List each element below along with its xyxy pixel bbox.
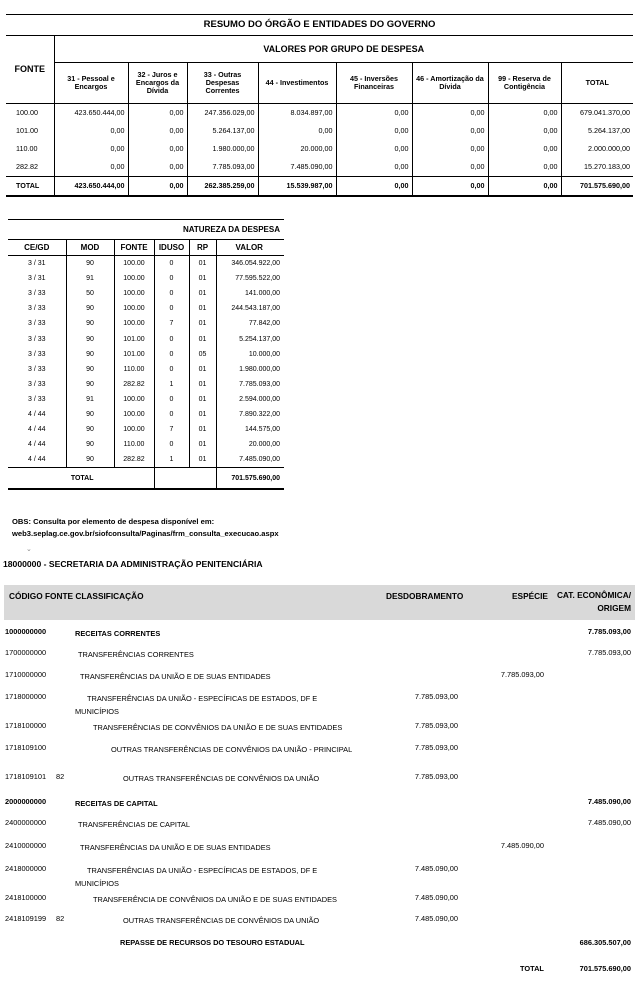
classificacao: TRANSFERÊNCIAS DE CONVÊNIOS DA UNIÃO E DE SUAS ENTIDADES	[93, 723, 343, 732]
natureza-total-value: 701.575.690,00	[216, 468, 284, 490]
col-header: 44 - Investimentos	[258, 63, 336, 104]
total-value: 0,00	[336, 177, 412, 197]
value-cell: 423.650.444,00	[54, 104, 128, 123]
classificacao: TRANSFERÊNCIAS DE CAPITAL	[78, 820, 190, 829]
natureza-row	[8, 331, 284, 346]
natureza-cell: 100.00	[114, 271, 154, 286]
natureza-cell: 100.00	[114, 256, 154, 272]
total-value: 0,00	[412, 177, 488, 197]
codigo: 1000000000	[5, 627, 47, 636]
value-cell: 0,00	[128, 140, 187, 158]
codigo: 2418100000	[5, 893, 47, 902]
natureza-cell: 01	[189, 422, 216, 437]
value-cell: 0,00	[336, 158, 412, 177]
natureza-cell: 01	[189, 437, 216, 452]
codigo: 1718109101	[5, 772, 47, 781]
value-cell: 0,00	[54, 140, 128, 158]
natureza-cell: 3 / 33	[8, 286, 66, 301]
classificacao: TRANSFERÊNCIAS DA UNIÃO E DE SUAS ENTIDADES	[80, 672, 271, 681]
header-cat-line2: ORIGEM	[597, 603, 631, 613]
natureza-row	[8, 286, 284, 301]
grand-total-label: TOTAL	[520, 964, 544, 973]
natureza-cell: 01	[189, 377, 216, 392]
natureza-cell: 244.543.187,00	[231, 305, 280, 313]
natureza-cell: 110.00	[114, 362, 154, 377]
natureza-cell: 0	[154, 331, 189, 346]
summary-table	[6, 14, 633, 197]
desdobramento: 7.485.090,00	[414, 893, 458, 902]
natureza-cell: 1.980.000,00	[239, 365, 280, 373]
natureza-cell: 91	[66, 392, 114, 407]
value-cell: 679.041.370,00	[580, 107, 630, 117]
value-cell: 0,00	[128, 104, 187, 123]
col-header: 45 - Inversões Financeiras	[336, 63, 412, 104]
codigo: 1718100000	[5, 721, 47, 730]
natureza-col-header: VALOR	[216, 240, 284, 256]
natureza-cell: 100.00	[114, 286, 154, 301]
natureza-cell: 01	[189, 301, 216, 316]
header-cat-economica	[557, 589, 631, 615]
desdobramento: 7.485.090,00	[414, 914, 458, 923]
total-value: 701.575.690,00	[561, 177, 633, 197]
codigo: 2418109199	[5, 914, 47, 923]
natureza-col-header: MOD	[66, 240, 114, 256]
fonte-header: FONTE	[6, 36, 54, 104]
natureza-cell: 3 / 33	[8, 362, 66, 377]
natureza-col-header: CE/GD	[8, 240, 66, 256]
natureza-cell: 3 / 33	[8, 377, 66, 392]
especie: 7.485.090,00	[500, 841, 544, 850]
natureza-row	[8, 377, 284, 392]
natureza-cell: 90	[66, 452, 114, 468]
natureza-cell: 0	[154, 256, 189, 272]
col-header: 99 - Reserva de Contigência	[488, 63, 561, 104]
natureza-row	[8, 392, 284, 407]
classificacao: OUTRAS TRANSFERÊNCIAS DE CONVÊNIOS DA UNIÃO	[123, 774, 320, 783]
natureza-cell: 100.00	[114, 316, 154, 331]
natureza-row	[8, 422, 284, 437]
codigo: 2000000000	[5, 797, 47, 806]
value-cell: 7.785.093,00	[187, 158, 258, 177]
obs-line1: OBS: Consulta por elemento de despesa disponível em:	[12, 517, 215, 526]
natureza-col-header: IDUSO	[154, 240, 189, 256]
natureza-cell: 7.485.090,00	[239, 456, 280, 464]
value-cell: 15.270.183,00	[584, 161, 630, 171]
natureza-cell: 90	[66, 362, 114, 377]
value-cell: 0,00	[488, 140, 561, 158]
codigo: 1710000000	[5, 670, 47, 679]
natureza-cell: 100.00	[114, 422, 154, 437]
header-codigo-fonte-classificacao: CÓDIGO FONTE CLASSIFICAÇÃO	[9, 591, 144, 601]
natureza-total-label: TOTAL	[8, 468, 154, 490]
natureza-cell: 77.842,00	[248, 320, 280, 328]
header-especie: ESPÉCIE	[512, 591, 548, 601]
value-cell: 0,00	[488, 158, 561, 177]
fonte: 82	[56, 914, 65, 923]
classificacao: TRANSFERÊNCIA DE CONVÊNIOS DA UNIÃO E DE SUAS ENTIDADES	[93, 895, 337, 904]
summary-row	[6, 104, 633, 123]
natureza-cell: 1	[154, 452, 189, 468]
natureza-row	[8, 271, 284, 286]
natureza-cell: 100.00	[114, 392, 154, 407]
natureza-cell: 50	[66, 286, 114, 301]
obs-link[interactable]: web3.seplag.ce.gov.br/siofconsulta/Paginas/frm_consulta_execucao.aspx	[12, 529, 279, 538]
natureza-cell: 01	[189, 331, 216, 346]
natureza-cell: 01	[189, 392, 216, 407]
natureza-cell: 90	[66, 316, 114, 331]
codigo: 1718000000	[5, 692, 47, 701]
desdobramento: 7.785.093,00	[414, 743, 458, 752]
classificacao: OUTRAS TRANSFERÊNCIAS DE CONVÊNIOS DA UNIÃO - PRINCIPAL	[111, 745, 353, 754]
natureza-cell: 01	[189, 271, 216, 286]
natureza-cell: 90	[66, 407, 114, 422]
summary-total-row	[6, 177, 633, 197]
col-header: 31 - Pessoal e Encargos	[54, 63, 128, 104]
value-cell: 0,00	[128, 122, 187, 140]
value-cell: 247.356.029,00	[187, 104, 258, 123]
natureza-cell: 3 / 33	[8, 316, 66, 331]
value-cell: 5.264.137,00	[588, 125, 630, 135]
value-cell: 0,00	[258, 122, 336, 140]
natureza-cell: 90	[66, 377, 114, 392]
natureza-cell: 0	[154, 347, 189, 362]
secretaria-title: 18000000 - SECRETARIA DA ADMINISTRAÇÃO PENITENCIÁRIA	[3, 559, 263, 569]
natureza-cell: 0	[154, 437, 189, 452]
cat-economica: 7.485.090,00	[587, 797, 631, 806]
value-cell: 0,00	[412, 140, 488, 158]
col-header: 33 - Outras Despesas Correntes	[187, 63, 258, 104]
natureza-body	[8, 256, 284, 468]
natureza-total-spacer	[154, 468, 216, 490]
natureza-cell: 01	[189, 286, 216, 301]
natureza-cell: 5.254.137,00	[239, 335, 280, 343]
fonte-cell: 100.00	[6, 104, 54, 123]
natureza-cell: 7	[154, 422, 189, 437]
natureza-row	[8, 437, 284, 452]
col-header: 32 - Juros e Encargos da Dívida	[128, 63, 187, 104]
codigo: 1718109100	[5, 743, 47, 752]
total-label: TOTAL	[6, 177, 54, 197]
obs-note	[12, 516, 279, 540]
natureza-cell: 141.000,00	[244, 290, 280, 298]
natureza-cell: 4 / 44	[8, 437, 66, 452]
natureza-col-header: RP	[189, 240, 216, 256]
value-cell: 0,00	[336, 104, 412, 123]
classificacao: TRANSFERÊNCIAS DA UNIÃO - ESPECÍFICAS DE ESTADOS, DF E MUNICÍPIOS	[75, 694, 318, 716]
natureza-cell: 3 / 31	[8, 271, 66, 286]
fonte: 82	[56, 772, 65, 781]
natureza-cell: 01	[189, 407, 216, 422]
natureza-cell: 7	[154, 316, 189, 331]
classificacao: TRANSFERÊNCIAS DA UNIÃO - ESPECÍFICAS DE ESTADOS, DF E MUNICÍPIOS	[75, 866, 318, 888]
natureza-row	[8, 301, 284, 316]
value-cell: 20.000,00	[258, 140, 336, 158]
value-cell: 0,00	[54, 122, 128, 140]
value-cell: 0,00	[336, 122, 412, 140]
natureza-cell: 90	[66, 256, 114, 272]
especie: 7.785.093,00	[500, 670, 544, 679]
natureza-title: NATUREZA DA DESPESA	[8, 220, 284, 240]
natureza-row	[8, 347, 284, 362]
natureza-cell: 101.00	[114, 331, 154, 346]
value-cell: 0,00	[412, 104, 488, 123]
natureza-cell: 101.00	[114, 347, 154, 362]
value-cell: 8.034.897,00	[258, 104, 336, 123]
header-cat-line1: CAT. ECONÔMICA/	[556, 590, 631, 600]
desdobramento: 7.485.090,00	[414, 864, 458, 873]
fonte-cell: 110.00	[6, 140, 54, 158]
summary-row	[6, 158, 633, 177]
classificacao: TRANSFERÊNCIAS CORRENTES	[78, 650, 194, 659]
cat-economica: 7.785.093,00	[587, 627, 631, 636]
summary-body	[6, 104, 633, 177]
classification-header	[4, 585, 635, 620]
header-desdobramento: DESDOBRAMENTO	[386, 591, 464, 601]
natureza-cell: 7.785.093,00	[239, 380, 280, 388]
value-cell: 0,00	[488, 104, 561, 123]
classificacao: OUTRAS TRANSFERÊNCIAS DE CONVÊNIOS DA UNIÃO	[123, 916, 320, 925]
codigo: 2418000000	[5, 864, 47, 873]
natureza-table	[8, 219, 284, 490]
repasse-label: REPASSE DE RECURSOS DO TESOURO ESTADUAL	[120, 938, 305, 947]
value-cell: 2.000.000,00	[588, 143, 630, 153]
desdobramento: 7.785.093,00	[414, 692, 458, 701]
natureza-cell: 01	[189, 362, 216, 377]
natureza-cell: 3 / 33	[8, 331, 66, 346]
natureza-cell: 05	[189, 347, 216, 362]
natureza-row	[8, 362, 284, 377]
natureza-cell: 100.00	[114, 407, 154, 422]
natureza-cell: 90	[66, 301, 114, 316]
natureza-cell: 01	[189, 452, 216, 468]
natureza-cell: 1	[154, 377, 189, 392]
value-cell: 1.980.000,00	[187, 140, 258, 158]
natureza-cell: 77.595.522,00	[235, 275, 280, 283]
repasse-value: 686.305.507,00	[579, 938, 631, 947]
natureza-cell: 90	[66, 437, 114, 452]
desdobramento: 7.785.093,00	[414, 721, 458, 730]
summary-row	[6, 140, 633, 158]
natureza-cell: 90	[66, 422, 114, 437]
natureza-cell: 282.82	[114, 452, 154, 468]
natureza-cell: 3 / 33	[8, 392, 66, 407]
natureza-cell: 346.054.922,00	[231, 260, 280, 268]
summary-row	[6, 122, 633, 140]
value-cell: 7.485.090,00	[258, 158, 336, 177]
natureza-cell: 01	[189, 256, 216, 272]
natureza-cell: 0	[154, 362, 189, 377]
total-value: 0,00	[128, 177, 187, 197]
total-value: 423.650.444,00	[54, 177, 128, 197]
natureza-cell: 0	[154, 301, 189, 316]
natureza-cell: 2.594.000,00	[239, 395, 280, 403]
codigo: 2410000000	[5, 841, 47, 850]
natureza-cell: 10.000,00	[248, 350, 280, 358]
natureza-row	[8, 316, 284, 331]
natureza-cell: 0	[154, 407, 189, 422]
summary-title: RESUMO DO ÓRGÃO E ENTIDADES DO GOVERNO	[6, 15, 633, 36]
natureza-cell: 0	[154, 286, 189, 301]
fonte-cell: 282.82	[6, 158, 54, 177]
value-cell: 5.264.137,00	[187, 122, 258, 140]
classificacao: RECEITAS DE CAPITAL	[75, 799, 158, 808]
total-value: 0,00	[488, 177, 561, 197]
natureza-row	[8, 452, 284, 468]
natureza-cell: 90	[66, 347, 114, 362]
total-value: 262.385.259,00	[187, 177, 258, 197]
value-cell: 0,00	[488, 122, 561, 140]
natureza-cell: 20.000,00	[248, 441, 280, 449]
natureza-cell: 91	[66, 271, 114, 286]
value-cell: 0,00	[412, 122, 488, 140]
natureza-cell: 144.575,00	[244, 426, 280, 434]
natureza-cell: 3 / 33	[8, 347, 66, 362]
value-cell: 0,00	[412, 158, 488, 177]
group-header: VALORES POR GRUPO DE DESPESA	[54, 36, 633, 63]
natureza-cell: 4 / 44	[8, 422, 66, 437]
natureza-cell: 110.00	[114, 437, 154, 452]
fonte-cell: 101.00	[6, 122, 54, 140]
cat-economica: 7.485.090,00	[587, 818, 631, 827]
classificacao: TRANSFERÊNCIAS DA UNIÃO E DE SUAS ENTIDADES	[80, 843, 271, 852]
codigo: 2400000000	[5, 818, 47, 827]
natureza-cell: 4 / 44	[8, 452, 66, 468]
classificacao: RECEITAS CORRENTES	[75, 629, 161, 638]
grand-total-value: 701.575.690,00	[579, 964, 631, 973]
natureza-cell: 3 / 33	[8, 301, 66, 316]
col-header: TOTAL	[561, 63, 633, 104]
natureza-cell: 01	[189, 316, 216, 331]
value-cell: 0,00	[128, 158, 187, 177]
natureza-row	[8, 407, 284, 422]
total-value: 15.539.987,00	[258, 177, 336, 197]
desdobramento: 7.785.093,00	[414, 772, 458, 781]
natureza-cell: 3 / 31	[8, 256, 66, 272]
natureza-cell: 0	[154, 392, 189, 407]
codigo: 1700000000	[5, 648, 47, 657]
natureza-cell: 4 / 44	[8, 407, 66, 422]
natureza-cell: 90	[66, 331, 114, 346]
col-header: 46 - Amortização da Dívida	[412, 63, 488, 104]
natureza-row	[8, 256, 284, 272]
natureza-cell: 0	[154, 271, 189, 286]
natureza-cell: 7.890.322,00	[239, 410, 280, 418]
value-cell: 0,00	[54, 158, 128, 177]
natureza-col-header: FONTE	[114, 240, 154, 256]
natureza-cell: 100.00	[114, 301, 154, 316]
value-cell: 0,00	[336, 140, 412, 158]
cat-economica: 7.785.093,00	[587, 648, 631, 657]
natureza-cell: 282.82	[114, 377, 154, 392]
chevron-down-icon: ⌄	[26, 546, 32, 553]
